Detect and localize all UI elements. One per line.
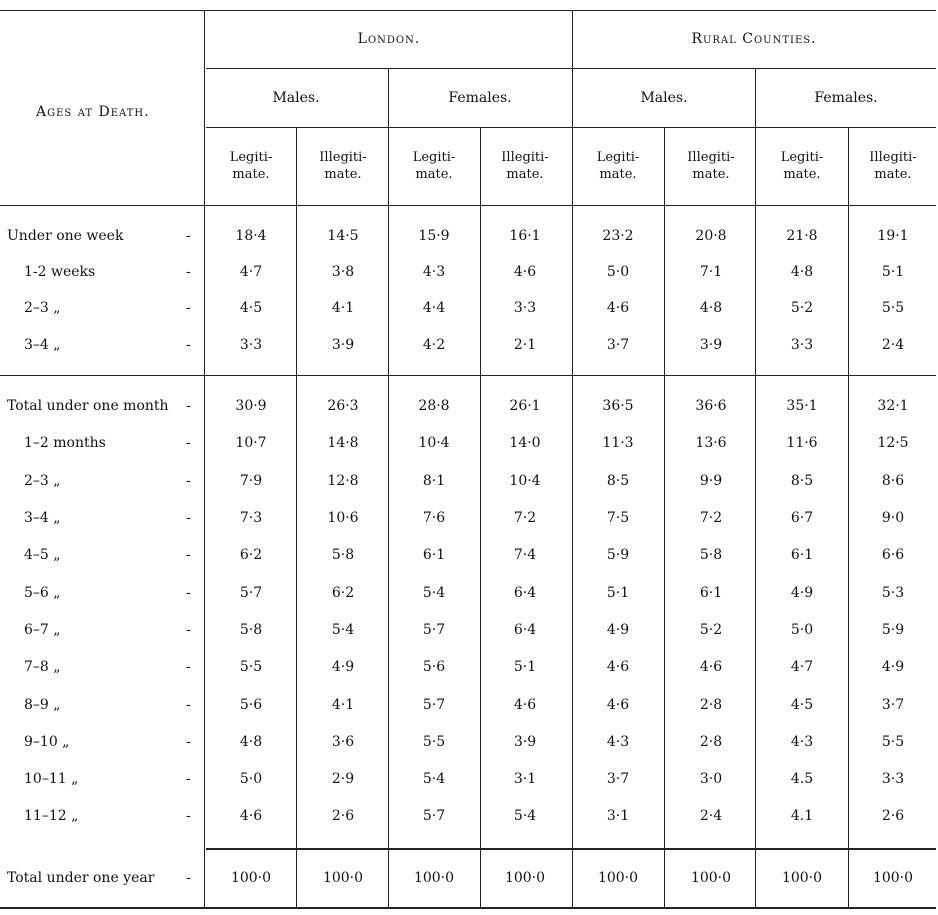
illegitimate-subheading-line: Illegiti-: [687, 150, 735, 165]
cell-value: 28·8: [418, 398, 450, 414]
row-leader: -: [186, 264, 191, 280]
cell-value: 6·6: [881, 547, 905, 563]
cell-value: 16·1: [509, 228, 541, 244]
cell-value: 10·7: [235, 435, 267, 451]
cell-value: 3·1: [606, 808, 630, 824]
cell-value: 26·3: [327, 398, 359, 414]
cell-value: 19·1: [877, 228, 909, 244]
row-label: 5–6 „: [24, 585, 61, 601]
cell-value: 15·9: [418, 228, 450, 244]
cell-value: 10·4: [509, 473, 541, 489]
cell-value: 5·4: [513, 808, 537, 824]
rule-bottom: [0, 907, 936, 909]
cell-value: 4·6: [513, 264, 537, 280]
rule-col-4: [480, 127, 481, 907]
cell-value: 8·5: [606, 473, 630, 489]
cell-value: 100·0: [690, 870, 732, 886]
cell-value: 12·8: [327, 473, 359, 489]
cell-value: 7·3: [239, 510, 263, 526]
cell-value: 6·4: [513, 585, 537, 601]
row-leader: -: [186, 547, 191, 563]
cell-value: 6·1: [422, 547, 446, 563]
row-label: 3–4 „: [24, 337, 61, 353]
cell-value: 5·0: [606, 264, 630, 280]
region-london-heading: London.: [357, 31, 421, 47]
cell-value: 9·0: [881, 510, 905, 526]
row-label: 1–2 months: [24, 435, 106, 451]
row-label: Total under one year: [7, 870, 155, 886]
cell-value: 6·4: [513, 622, 537, 638]
cell-value: 2·8: [699, 697, 723, 713]
cell-value: 7·1: [699, 264, 723, 280]
row-label: Under one week: [7, 228, 124, 244]
cell-value: 4.1: [790, 808, 814, 824]
cell-value: 7·4: [513, 547, 537, 563]
cell-value: 6·2: [239, 547, 263, 563]
cell-value: 7·2: [699, 510, 723, 526]
cell-value: 23·2: [602, 228, 634, 244]
cell-value: 14·8: [327, 435, 359, 451]
rule-under-header: [0, 205, 936, 206]
cell-value: 100·0: [504, 870, 546, 886]
cell-value: 4·3: [790, 734, 814, 750]
legitimate-subheading-line: mate.: [783, 167, 821, 182]
row-label: 3–4 „: [24, 510, 61, 526]
legitimate-subheading-line: Legiti-: [229, 150, 273, 165]
cell-value: 4·5: [790, 697, 814, 713]
cell-value: 32·1: [877, 398, 909, 414]
cell-value: 4·9: [331, 659, 355, 675]
cell-value: 6·1: [790, 547, 814, 563]
row-leader: -: [186, 473, 191, 489]
cell-value: 5·9: [606, 547, 630, 563]
cell-value: 3·0: [699, 771, 723, 787]
cell-value: 3·3: [881, 771, 905, 787]
row-leader: -: [186, 585, 191, 601]
cell-value: 2·9: [331, 771, 355, 787]
row-leader: -: [186, 300, 191, 316]
cell-value: 4·4: [422, 300, 446, 316]
cell-value: 36·6: [695, 398, 727, 414]
cell-value: 5·0: [790, 622, 814, 638]
cell-value: 4·6: [606, 659, 630, 675]
cell-value: 8·1: [422, 473, 446, 489]
cell-value: 8·6: [881, 473, 905, 489]
cell-value: 30·9: [235, 398, 267, 414]
cell-value: 4·7: [790, 659, 814, 675]
row-label: 11–12 „: [24, 808, 79, 824]
row-leader: -: [186, 398, 191, 414]
cell-value: 5·5: [881, 300, 905, 316]
row-label: 9–10 „: [24, 734, 70, 750]
cell-value: 5·2: [699, 622, 723, 638]
row-leader: -: [186, 771, 191, 787]
row-label: 7–8 „: [24, 659, 61, 675]
cell-value: 2·1: [513, 337, 537, 353]
cell-value: 36·5: [602, 398, 634, 414]
cell-value: 20·8: [695, 228, 727, 244]
cell-value: 4·3: [606, 734, 630, 750]
legitimate-subheading-line: mate.: [599, 167, 637, 182]
cell-value: 18·4: [235, 228, 267, 244]
cell-value: 4·6: [699, 659, 723, 675]
cell-value: 7·2: [513, 510, 537, 526]
cell-value: 5·6: [422, 659, 446, 675]
cell-value: 4.5: [790, 771, 814, 787]
rule-col-2: [296, 127, 297, 907]
rule-col-6: [664, 127, 665, 907]
cell-value: 3·9: [331, 337, 355, 353]
row-label: 10–11 „: [24, 771, 79, 787]
cell-value: 4·8: [790, 264, 814, 280]
legitimate-subheading-line: mate.: [415, 167, 453, 182]
cell-value: 6·7: [790, 510, 814, 526]
legitimate-subheading-line: Legiti-: [412, 150, 456, 165]
cell-value: 3·1: [513, 771, 537, 787]
cell-value: 5·2: [790, 300, 814, 316]
cell-value: 7·9: [239, 473, 263, 489]
cell-value: 3·3: [239, 337, 263, 353]
cell-value: 4·6: [606, 300, 630, 316]
cell-value: 3·7: [881, 697, 905, 713]
row-label: 2–3 „: [24, 300, 61, 316]
cell-value: 5·5: [881, 734, 905, 750]
cell-value: 4·6: [513, 697, 537, 713]
region-rural-heading: Rural Counties.: [691, 31, 817, 47]
cell-value: 5·8: [239, 622, 263, 638]
cell-value: 2·8: [699, 734, 723, 750]
cell-value: 100·0: [597, 870, 639, 886]
illegitimate-subheading-line: Illegiti-: [319, 150, 367, 165]
row-label: 6–7 „: [24, 622, 61, 638]
row-leader: -: [186, 734, 191, 750]
cell-value: 7·5: [606, 510, 630, 526]
cell-value: 5·7: [422, 808, 446, 824]
rule-block-separator: [0, 375, 936, 376]
cell-value: 5·1: [606, 585, 630, 601]
row-leader: -: [186, 659, 191, 675]
cell-value: 5·7: [239, 585, 263, 601]
cell-value: 5·3: [881, 585, 905, 601]
cell-value: 3·3: [790, 337, 814, 353]
rule-london-sex-divider: [388, 68, 389, 907]
row-leader: -: [186, 228, 191, 244]
cell-value: 14·0: [509, 435, 541, 451]
rule-under-sexes: [206, 127, 936, 128]
row-leader: -: [186, 337, 191, 353]
cell-value: 4·6: [606, 697, 630, 713]
cell-value: 8·5: [790, 473, 814, 489]
cell-value: 100·0: [781, 870, 823, 886]
cell-value: 5·4: [422, 771, 446, 787]
cell-value: 5·0: [239, 771, 263, 787]
cell-value: 12·5: [877, 435, 909, 451]
cell-value: 5·9: [881, 622, 905, 638]
rule-region-divider: [572, 10, 573, 907]
cell-value: 4·9: [606, 622, 630, 638]
cell-value: 5·8: [699, 547, 723, 563]
cell-value: 5·8: [331, 547, 355, 563]
row-leader: -: [186, 510, 191, 526]
cell-value: 2·4: [881, 337, 905, 353]
cell-value: 13·6: [695, 435, 727, 451]
illegitimate-subheading-line: mate.: [506, 167, 544, 182]
cell-value: 6·1: [699, 585, 723, 601]
cell-value: 6·2: [331, 585, 355, 601]
cell-value: 10·6: [327, 510, 359, 526]
row-label: 2–3 „: [24, 473, 61, 489]
row-label: 1-2 weeks: [24, 264, 96, 280]
sex-heading-rural-females: Females.: [814, 90, 878, 106]
rule-col-8: [848, 127, 849, 907]
cell-value: 5·5: [239, 659, 263, 675]
cell-value: 10·4: [418, 435, 450, 451]
row-leader: -: [186, 697, 191, 713]
cell-value: 4·1: [331, 300, 355, 316]
row-leader: -: [186, 870, 191, 886]
cell-value: 3·7: [606, 771, 630, 787]
row-label: Total under one month: [7, 398, 169, 414]
cell-value: 5·1: [881, 264, 905, 280]
cell-value: 5·5: [422, 734, 446, 750]
cell-value: 4·9: [790, 585, 814, 601]
rule-label-column: [204, 10, 205, 907]
legitimate-subheading-line: Legiti-: [596, 150, 640, 165]
cell-value: 3·9: [513, 734, 537, 750]
cell-value: 4·1: [331, 697, 355, 713]
cell-value: 7·6: [422, 510, 446, 526]
rule-top: [0, 10, 936, 11]
cell-value: 100·0: [872, 870, 914, 886]
sex-heading-london-females: Females.: [448, 90, 512, 106]
illegitimate-subheading-line: Illegiti-: [501, 150, 549, 165]
cell-value: 4·8: [239, 734, 263, 750]
cell-value: 3·7: [606, 337, 630, 353]
cell-value: 4·3: [422, 264, 446, 280]
row-leader: -: [186, 808, 191, 824]
sex-heading-london-males: Males.: [272, 90, 320, 106]
cell-value: 5·4: [331, 622, 355, 638]
cell-value: 14·5: [327, 228, 359, 244]
cell-value: 5·7: [422, 697, 446, 713]
rule-under-regions: [206, 68, 936, 69]
row-leader: -: [186, 622, 191, 638]
cell-value: 2·6: [881, 808, 905, 824]
cell-value: 3·8: [331, 264, 355, 280]
illegitimate-subheading-line: mate.: [692, 167, 730, 182]
cell-value: 100·0: [413, 870, 455, 886]
illegitimate-subheading-line: mate.: [324, 167, 362, 182]
row-label: 8–9 „: [24, 697, 61, 713]
cell-value: 4·7: [239, 264, 263, 280]
cell-value: 5·1: [513, 659, 537, 675]
cell-value: 26·1: [509, 398, 541, 414]
cell-value: 4·8: [699, 300, 723, 316]
cell-value: 3·9: [699, 337, 723, 353]
cell-value: 100·0: [322, 870, 364, 886]
cell-value: 4·2: [422, 337, 446, 353]
rule-rural-sex-divider: [755, 68, 756, 907]
cell-value: 35·1: [786, 398, 818, 414]
cell-value: 11·6: [786, 435, 818, 451]
rule-above-total: [206, 848, 936, 850]
cell-value: 3·3: [513, 300, 537, 316]
legitimate-subheading-line: Legiti-: [780, 150, 824, 165]
cell-value: 5·6: [239, 697, 263, 713]
cell-value: 11·3: [602, 435, 634, 451]
cell-value: 4·6: [239, 808, 263, 824]
cell-value: 4·5: [239, 300, 263, 316]
cell-value: 100·0: [230, 870, 272, 886]
sex-heading-rural-males: Males.: [640, 90, 688, 106]
cell-value: 2·6: [331, 808, 355, 824]
cell-value: 9·9: [699, 473, 723, 489]
illegitimate-subheading-line: Illegiti-: [869, 150, 917, 165]
cell-value: 2·4: [699, 808, 723, 824]
legitimate-subheading-line: mate.: [232, 167, 270, 182]
illegitimate-subheading-line: mate.: [874, 167, 912, 182]
cell-value: 5·7: [422, 622, 446, 638]
row-label: 4–5 „: [24, 547, 61, 563]
cell-value: 5·4: [422, 585, 446, 601]
cell-value: 3·6: [331, 734, 355, 750]
row-leader: -: [186, 435, 191, 451]
cell-value: 4·9: [881, 659, 905, 675]
ages-at-death-heading: Ages at Death.: [36, 104, 150, 120]
cell-value: 21·8: [786, 228, 818, 244]
